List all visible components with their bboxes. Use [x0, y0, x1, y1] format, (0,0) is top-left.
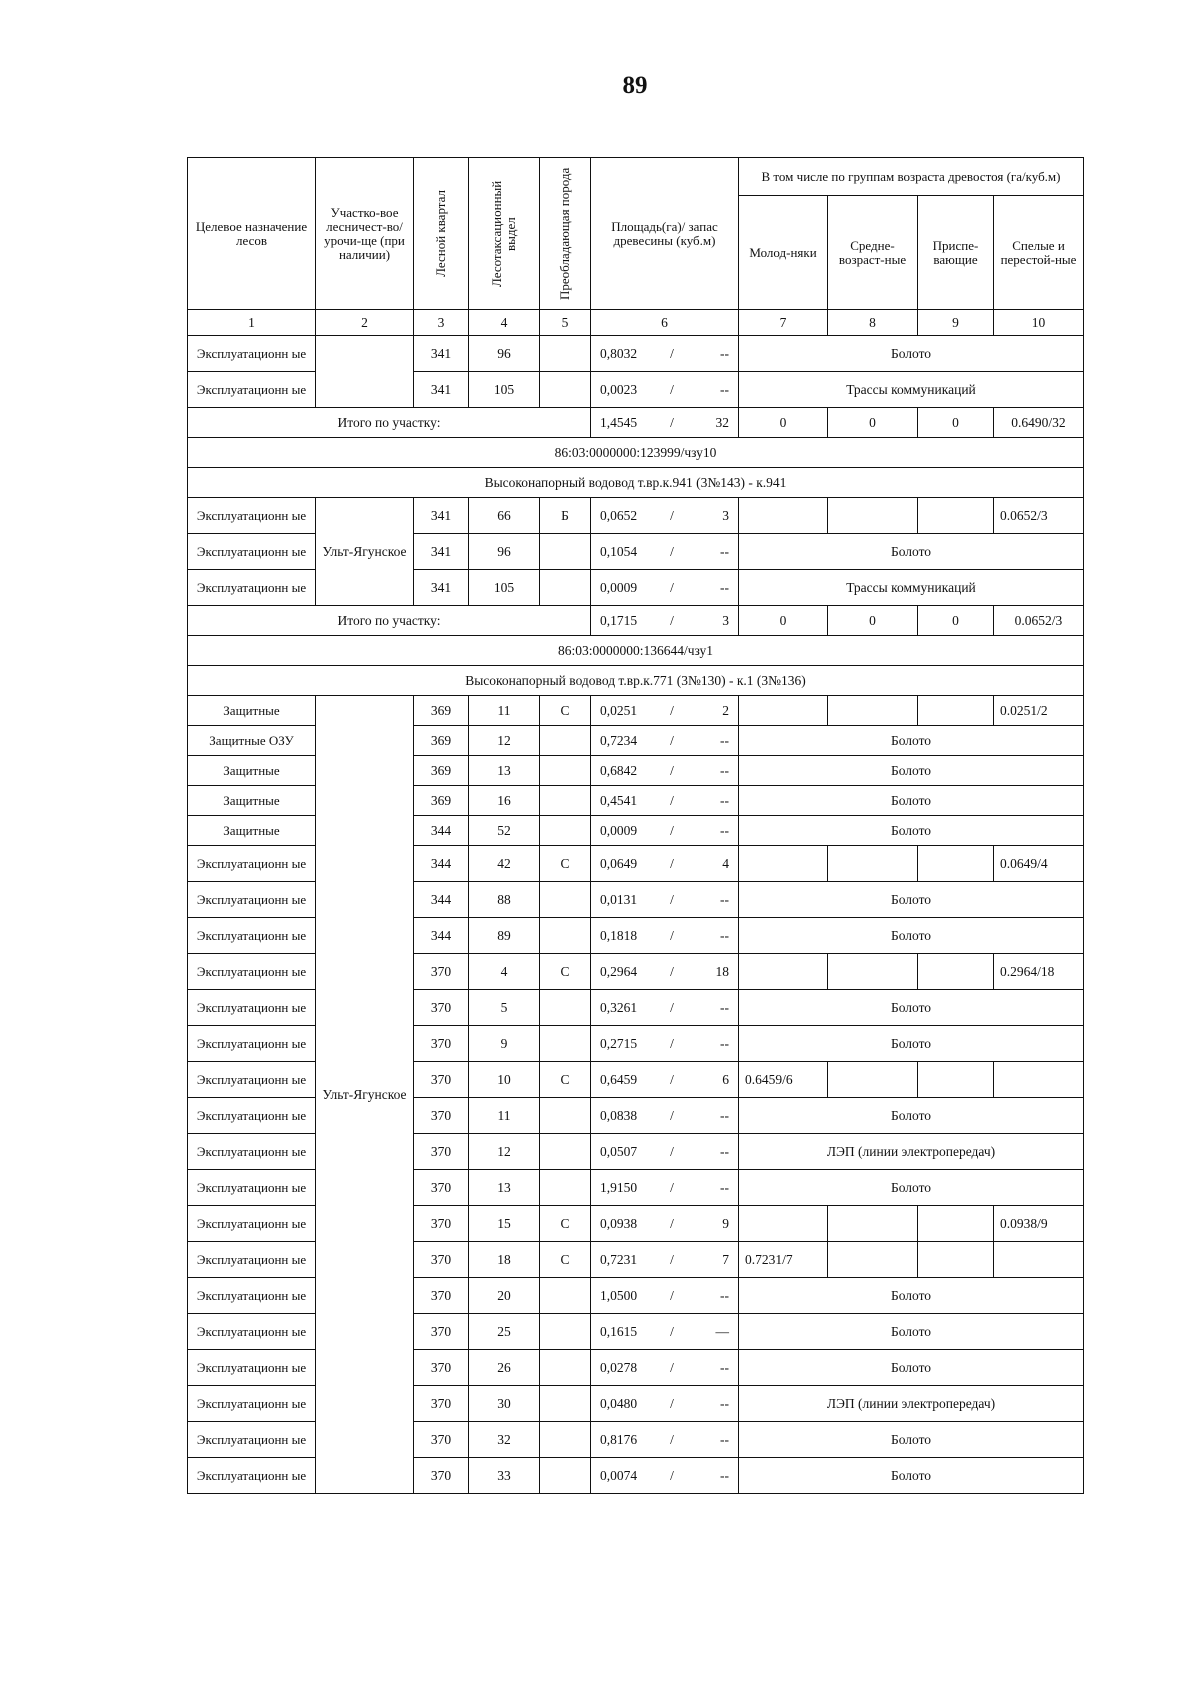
purpose-cell: Эксплуатационн ые — [188, 372, 316, 408]
age-group-cell — [828, 1206, 918, 1242]
purpose-cell: Эксплуатационн ые — [188, 498, 316, 534]
quarter-cell: 370 — [414, 1062, 469, 1098]
age-group-cell — [918, 696, 994, 726]
purpose-cell: Эксплуатационн ые — [188, 846, 316, 882]
area-cell: 0,0649 / 4 — [591, 846, 739, 882]
total-row — [188, 606, 1084, 636]
quarter-cell: 369 — [414, 726, 469, 756]
species-cell: С — [540, 1206, 591, 1242]
allotment-cell: 13 — [469, 756, 540, 786]
purpose-cell: Эксплуатационн ые — [188, 1170, 316, 1206]
purpose-cell: Эксплуатационн ые — [188, 990, 316, 1026]
page-number: 89 — [622, 72, 648, 99]
quarter-cell: 370 — [414, 954, 469, 990]
land-category-cell: Болото — [739, 726, 1084, 756]
age-group-cell — [828, 846, 918, 882]
quarter-cell: 344 — [414, 816, 469, 846]
allotment-cell: 12 — [469, 1134, 540, 1170]
allotment-cell: 52 — [469, 816, 540, 846]
area-cell: 0,0938 / 9 — [591, 1206, 739, 1242]
area-cell: 0,0278 / -- — [591, 1350, 739, 1386]
allotment-cell: 10 — [469, 1062, 540, 1098]
purpose-cell: Эксплуатационн ые — [188, 1458, 316, 1494]
quarter-cell: 370 — [414, 1098, 469, 1134]
allotment-cell: 11 — [469, 1098, 540, 1134]
table-row — [188, 696, 1084, 726]
age-group-cell — [739, 846, 828, 882]
allotment-cell: 105 — [469, 570, 540, 606]
header-mature: Спелые и перестой-ные — [994, 196, 1084, 310]
species-cell: С — [540, 846, 591, 882]
land-category-cell: Болото — [739, 1098, 1084, 1134]
quarter-cell: 370 — [414, 1134, 469, 1170]
age-group-cell: 0.0251/2 — [994, 696, 1084, 726]
species-cell — [540, 534, 591, 570]
age-group-cell — [739, 1206, 828, 1242]
total-young: 0 — [739, 606, 828, 636]
land-category-cell: Болото — [739, 534, 1084, 570]
purpose-cell: Эксплуатационн ые — [188, 1422, 316, 1458]
land-category-cell: Болото — [739, 816, 1084, 846]
age-group-cell — [918, 1242, 994, 1278]
column-number: 4 — [469, 310, 540, 336]
species-cell — [540, 786, 591, 816]
object-title-row: Высоконапорный водовод т.вр.к.771 (3№130) - к.1 (3№136) — [188, 666, 1084, 696]
total-mature: 0.0652/3 — [994, 606, 1084, 636]
area-cell: 0,1715 / 3 — [591, 606, 739, 636]
age-group-cell — [828, 696, 918, 726]
age-group-cell — [739, 498, 828, 534]
column-number: 2 — [316, 310, 414, 336]
land-category-cell: Трассы коммуникаций — [739, 570, 1084, 606]
quarter-cell: 344 — [414, 846, 469, 882]
allotment-cell: 13 — [469, 1170, 540, 1206]
area-cell: 0,2964 / 18 — [591, 954, 739, 990]
allotment-cell: 66 — [469, 498, 540, 534]
header-species: Преобладающая порода — [540, 158, 591, 310]
purpose-cell: Эксплуатационн ые — [188, 1098, 316, 1134]
allotment-cell: 15 — [469, 1206, 540, 1242]
age-group-cell — [828, 1062, 918, 1098]
district-cell — [316, 336, 414, 408]
allotment-cell: 9 — [469, 1026, 540, 1062]
object-title-row: Высоконапорный водовод т.вр.к.941 (3№143) - к.941 — [188, 468, 1084, 498]
purpose-cell: Эксплуатационн ые — [188, 954, 316, 990]
area-cell: 0,8176 / -- — [591, 1422, 739, 1458]
purpose-cell: Защитные ОЗУ — [188, 726, 316, 756]
cadastral-number-row: 86:03:0000000:123999/чзу10 — [188, 438, 1084, 468]
quarter-cell: 370 — [414, 990, 469, 1026]
allotment-cell: 26 — [469, 1350, 540, 1386]
species-cell — [540, 816, 591, 846]
allotment-cell: 12 — [469, 726, 540, 756]
allotment-cell: 89 — [469, 918, 540, 954]
age-group-cell: 0.0649/4 — [994, 846, 1084, 882]
age-group-cell — [918, 954, 994, 990]
purpose-cell: Защитные — [188, 816, 316, 846]
species-cell — [540, 1314, 591, 1350]
species-cell — [540, 882, 591, 918]
purpose-cell: Эксплуатационн ые — [188, 882, 316, 918]
area-cell: 0,8032 / -- — [591, 336, 739, 372]
header-young: Молод-няки — [739, 196, 828, 310]
header-purpose: Целевое назначение лесов — [188, 158, 316, 310]
species-cell — [540, 726, 591, 756]
land-category-cell: Болото — [739, 336, 1084, 372]
purpose-cell: Эксплуатационн ые — [188, 1026, 316, 1062]
allotment-cell: 25 — [469, 1314, 540, 1350]
quarter-cell: 370 — [414, 1026, 469, 1062]
species-cell: С — [540, 696, 591, 726]
land-category-cell: Болото — [739, 756, 1084, 786]
allotment-cell: 5 — [469, 990, 540, 1026]
species-cell — [540, 1386, 591, 1422]
purpose-cell: Эксплуатационн ые — [188, 534, 316, 570]
species-cell — [540, 1458, 591, 1494]
header-middle-aged: Средне-возраст-ные — [828, 196, 918, 310]
quarter-cell: 370 — [414, 1422, 469, 1458]
total-mature: 0.6490/32 — [994, 408, 1084, 438]
allotment-cell: 18 — [469, 1242, 540, 1278]
purpose-cell: Эксплуатационн ые — [188, 1242, 316, 1278]
age-group-cell: 0.0938/9 — [994, 1206, 1084, 1242]
quarter-cell: 341 — [414, 534, 469, 570]
purpose-cell: Защитные — [188, 756, 316, 786]
area-cell: 0,1054 / -- — [591, 534, 739, 570]
quarter-cell: 369 — [414, 756, 469, 786]
species-cell: Б — [540, 498, 591, 534]
area-cell: 0,7231 / 7 — [591, 1242, 739, 1278]
age-group-cell: 0.7231/7 — [739, 1242, 828, 1278]
column-number: 5 — [540, 310, 591, 336]
total-maturing: 0 — [918, 408, 994, 438]
quarter-cell: 370 — [414, 1206, 469, 1242]
quarter-cell: 341 — [414, 372, 469, 408]
land-category-cell: Болото — [739, 786, 1084, 816]
species-cell — [540, 990, 591, 1026]
header-area: Площадь(га)/ запас древесины (куб.м) — [591, 158, 739, 310]
allotment-cell: 88 — [469, 882, 540, 918]
allotment-cell: 96 — [469, 336, 540, 372]
quarter-cell: 370 — [414, 1242, 469, 1278]
purpose-cell: Эксплуатационн ые — [188, 918, 316, 954]
area-cell: 0,2715 / -- — [591, 1026, 739, 1062]
species-cell — [540, 918, 591, 954]
quarter-cell: 341 — [414, 498, 469, 534]
quarter-cell: 369 — [414, 786, 469, 816]
species-cell — [540, 1134, 591, 1170]
total-row — [188, 408, 1084, 438]
area-cell: 0,0652 / 3 — [591, 498, 739, 534]
district-cell: Ульт-Ягунское — [316, 696, 414, 1494]
column-number: 7 — [739, 310, 828, 336]
age-group-cell — [828, 498, 918, 534]
age-group-cell: 0.0652/3 — [994, 498, 1084, 534]
age-group-cell — [739, 954, 828, 990]
quarter-cell: 370 — [414, 1458, 469, 1494]
area-cell: 0,0131 / -- — [591, 882, 739, 918]
area-cell: 1,0500 / -- — [591, 1278, 739, 1314]
purpose-cell: Эксплуатационн ые — [188, 1386, 316, 1422]
land-category-cell: Трассы коммуникаций — [739, 372, 1084, 408]
species-cell — [540, 1026, 591, 1062]
species-cell: С — [540, 1062, 591, 1098]
area-cell: 0,0838 / -- — [591, 1098, 739, 1134]
total-middle: 0 — [828, 408, 918, 438]
age-group-cell — [918, 1206, 994, 1242]
column-number: 9 — [918, 310, 994, 336]
species-cell — [540, 336, 591, 372]
age-group-cell — [828, 954, 918, 990]
age-group-cell — [739, 696, 828, 726]
district-cell: Ульт-Ягунское — [316, 498, 414, 606]
species-cell — [540, 1170, 591, 1206]
land-category-cell: ЛЭП (линии электропередач) — [739, 1134, 1084, 1170]
quarter-cell: 341 — [414, 336, 469, 372]
quarter-cell: 344 — [414, 918, 469, 954]
area-cell: 0,4541 / -- — [591, 786, 739, 816]
allotment-cell: 20 — [469, 1278, 540, 1314]
age-group-cell — [994, 1242, 1084, 1278]
allotment-cell: 11 — [469, 696, 540, 726]
total-label: Итого по участку: — [188, 606, 591, 636]
species-cell — [540, 1098, 591, 1134]
quarter-cell: 370 — [414, 1314, 469, 1350]
land-category-cell: Болото — [739, 990, 1084, 1026]
allotment-cell: 33 — [469, 1458, 540, 1494]
area-cell: 1,4545 / 32 — [591, 408, 739, 438]
purpose-cell: Эксплуатационн ые — [188, 1350, 316, 1386]
quarter-cell: 370 — [414, 1386, 469, 1422]
purpose-cell: Эксплуатационн ые — [188, 1062, 316, 1098]
land-category-cell: Болото — [739, 918, 1084, 954]
purpose-cell: Защитные — [188, 786, 316, 816]
species-cell — [540, 372, 591, 408]
land-category-cell: Болото — [739, 882, 1084, 918]
purpose-cell: Защитные — [188, 696, 316, 726]
area-cell: 1,9150 / -- — [591, 1170, 739, 1206]
quarter-cell: 370 — [414, 1350, 469, 1386]
land-category-cell: Болото — [739, 1422, 1084, 1458]
area-cell: 0,0009 / -- — [591, 816, 739, 846]
age-group-cell — [918, 498, 994, 534]
cadastral-number-row: 86:03:0000000:136644/чзу1 — [188, 636, 1084, 666]
age-group-cell: 0.6459/6 — [739, 1062, 828, 1098]
land-category-cell: Болото — [739, 1278, 1084, 1314]
allotment-cell: 4 — [469, 954, 540, 990]
species-cell — [540, 570, 591, 606]
species-cell — [540, 1350, 591, 1386]
purpose-cell: Эксплуатационн ые — [188, 1314, 316, 1350]
header-age-groups: В том числе по группам возраста древостоя (га/куб.м) — [739, 158, 1084, 196]
area-cell: 0,0507 / -- — [591, 1134, 739, 1170]
quarter-cell: 369 — [414, 696, 469, 726]
area-cell: 0,1615 / — — [591, 1314, 739, 1350]
species-cell: С — [540, 954, 591, 990]
total-middle: 0 — [828, 606, 918, 636]
age-group-cell — [828, 1242, 918, 1278]
header-quarter: Лесной квартал — [414, 158, 469, 310]
quarter-cell: 370 — [414, 1170, 469, 1206]
land-category-cell: Болото — [739, 1026, 1084, 1062]
land-category-cell: Болото — [739, 1314, 1084, 1350]
column-number: 3 — [414, 310, 469, 336]
age-group-cell: 0.2964/18 — [994, 954, 1084, 990]
age-group-cell — [918, 1062, 994, 1098]
age-group-cell — [918, 846, 994, 882]
column-number: 10 — [994, 310, 1084, 336]
area-cell: 0,0074 / -- — [591, 1458, 739, 1494]
table-row — [188, 498, 1084, 534]
land-category-cell: Болото — [739, 1458, 1084, 1494]
area-cell: 0,3261 / -- — [591, 990, 739, 1026]
total-label: Итого по участку: — [188, 408, 591, 438]
column-number: 1 — [188, 310, 316, 336]
area-cell: 0,0480 / -- — [591, 1386, 739, 1422]
quarter-cell: 341 — [414, 570, 469, 606]
allotment-cell: 30 — [469, 1386, 540, 1422]
allotment-cell: 105 — [469, 372, 540, 408]
area-cell: 0,0251 / 2 — [591, 696, 739, 726]
allotment-cell: 42 — [469, 846, 540, 882]
area-cell: 0,0009 / -- — [591, 570, 739, 606]
header-allotment: Лесотаксационный выдел — [469, 158, 540, 310]
forest-table — [187, 157, 1084, 1494]
allotment-cell: 16 — [469, 786, 540, 816]
area-cell: 0,7234 / -- — [591, 726, 739, 756]
quarter-cell: 344 — [414, 882, 469, 918]
allotment-cell: 96 — [469, 534, 540, 570]
total-young: 0 — [739, 408, 828, 438]
species-cell — [540, 756, 591, 786]
species-cell — [540, 1422, 591, 1458]
species-cell — [540, 1278, 591, 1314]
table-row — [188, 336, 1084, 372]
species-cell: С — [540, 1242, 591, 1278]
area-cell: 0,1818 / -- — [591, 918, 739, 954]
purpose-cell: Эксплуатационн ые — [188, 1278, 316, 1314]
land-category-cell: Болото — [739, 1350, 1084, 1386]
purpose-cell: Эксплуатационн ые — [188, 336, 316, 372]
area-cell: 0,0023 / -- — [591, 372, 739, 408]
land-category-cell: Болото — [739, 1170, 1084, 1206]
quarter-cell: 370 — [414, 1278, 469, 1314]
header-maturing: Приспе-вающие — [918, 196, 994, 310]
column-number: 8 — [828, 310, 918, 336]
purpose-cell: Эксплуатационн ые — [188, 1134, 316, 1170]
area-cell: 0,6842 / -- — [591, 756, 739, 786]
age-group-cell — [994, 1062, 1084, 1098]
area-cell: 0,6459 / 6 — [591, 1062, 739, 1098]
header-district: Участко-вое лесничест-во/урочи-ще (при наличии) — [316, 158, 414, 310]
purpose-cell: Эксплуатационн ые — [188, 570, 316, 606]
column-number: 6 — [591, 310, 739, 336]
column-numbers-row — [188, 310, 1084, 336]
land-category-cell: ЛЭП (линии электропередач) — [739, 1386, 1084, 1422]
allotment-cell: 32 — [469, 1422, 540, 1458]
purpose-cell: Эксплуатационн ые — [188, 1206, 316, 1242]
total-maturing: 0 — [918, 606, 994, 636]
